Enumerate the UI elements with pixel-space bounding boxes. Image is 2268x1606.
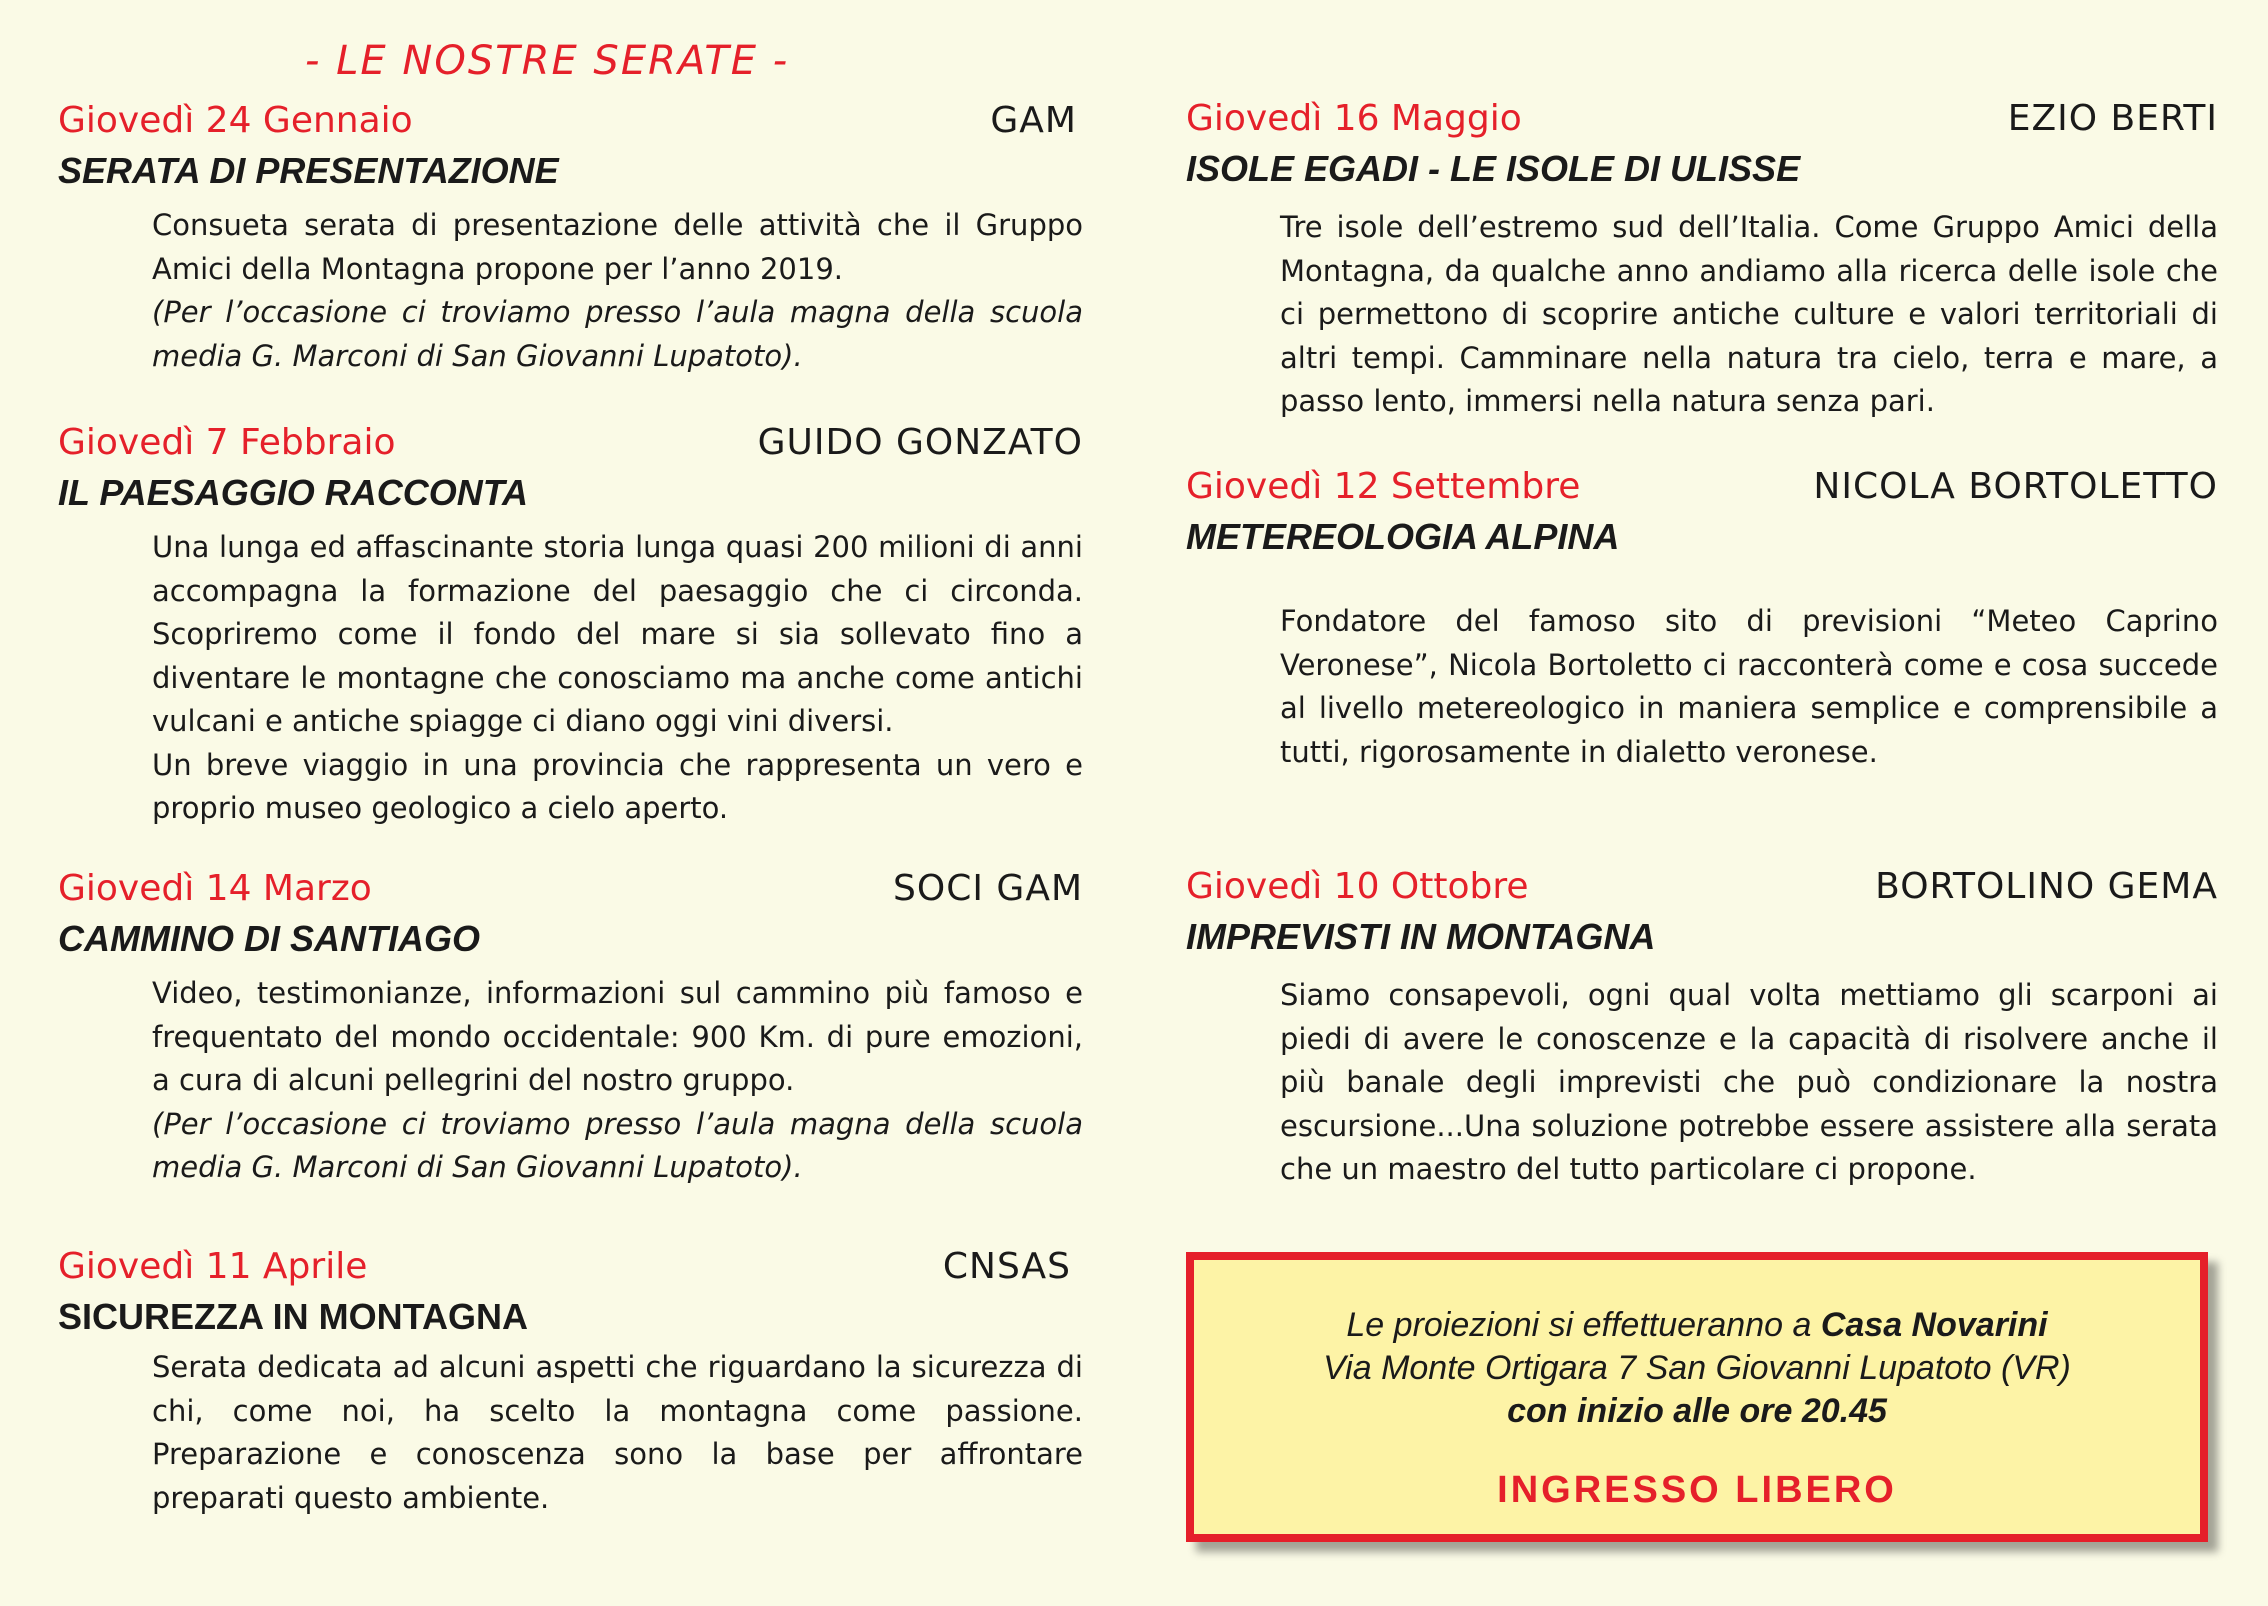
event-febbraio [58, 422, 1083, 831]
event-settembre [1186, 466, 2218, 774]
event-maggio [1186, 98, 2218, 424]
free-entry-label: INGRESSO LIBERO [1497, 1469, 1897, 1511]
event-aprile [58, 1246, 1083, 1520]
event-description-text: Fondatore del famoso sito di previsioni “Meteo Caprino Veronese”, Nicola Bortoletto ci racconterà come e cosa succede al livello metereologico in maniera semplice e comprensibile a tutti, rigorosamente in dialetto veronese. [1280, 604, 2218, 769]
event-note: (Per l’occasione ci troviamo presso l’aula magna della scuola media G. Marconi di San Giovanni Lupatoto). [152, 1106, 1083, 1184]
event-description-text: Siamo consapevoli, ogni qual volta mettiamo gli scarponi ai piedi di avere le conoscenze e la capacità di risolvere anche il più banale degli imprevisti che può condizionare la nostra escursione...Una soluzione potrebbe essere assistere alla serata che un maestro del tutto particolare ci propone. [1280, 978, 2218, 1186]
venue-name: Casa Novarini [1820, 1306, 2048, 1344]
event-speaker: SOCI GAM [893, 868, 1083, 909]
event-speaker: EZIO BERTI [2007, 98, 2218, 139]
event-header [58, 868, 1083, 918]
event-date: Giovedì 16 Maggio [1186, 98, 1522, 139]
event-date: Giovedì 10 Ottobre [1186, 866, 1529, 907]
event-speaker: BORTOLINO GEMA [1875, 866, 2218, 907]
event-description [1280, 206, 2218, 424]
event-title: SERATA DI PRESENTAZIONE [58, 150, 559, 191]
event-description [152, 972, 1083, 1190]
venue-prefix: Le proiezioni si effettueranno a [1346, 1306, 1821, 1344]
event-title: CAMMINO DI SANTIAGO [58, 918, 480, 959]
event-description-text: Una lunga ed affascinante storia lunga quasi 200 milioni di anni accompagna la formazione del paesaggio che ci circonda. Scopriremo come il fondo del mare si sia sollevato fino a diventare le montagne che conosciamo ma anche come antichi vulcani e antiche spiagge ci diano oggi vini diversi. [152, 530, 1083, 738]
page-title: - LE NOSTRE SERATE - [305, 38, 790, 84]
event-header [58, 422, 1083, 472]
event-header [1186, 866, 2218, 916]
event-description [152, 526, 1083, 831]
venue-line [1194, 1304, 2200, 1347]
event-description [1280, 600, 2218, 774]
event-speaker: CNSAS [942, 1246, 1071, 1287]
event-title: SICUREZZA IN MONTAGNA [58, 1296, 528, 1337]
event-title: IMPREVISTI IN MONTAGNA [1186, 916, 1656, 957]
event-note: (Per l’occasione ci troviamo presso l’aula magna della scuola media G. Marconi di San Giovanni Lupatoto). [152, 295, 1083, 373]
event-description [152, 204, 1083, 378]
venue-info-box [1186, 1252, 2208, 1542]
event-title: METEREOLOGIA ALPINA [1186, 516, 1620, 557]
event-date: Giovedì 7 Febbraio [58, 422, 396, 463]
start-time: con inizio alle ore 20.45 [1507, 1392, 1887, 1430]
event-description-text: Tre isole dell’estremo sud dell’Italia. Come Gruppo Amici della Montagna, da qualche anno andiamo alla ricerca delle isole che ci permettono di scoprire antiche culture e valori territoriali di altri tempi. Camminare nella natura tra cielo, terra e mare, a passo lento, immersi nella natura senza pari. [1280, 210, 2218, 418]
event-description-text: Video, testimonianze, informazioni sul cammino più famoso e frequentato del mondo occidentale: 900 Km. di pure emozioni, a cura di alcuni pellegrini del nostro gruppo. [152, 976, 1083, 1097]
event-header [58, 1246, 1083, 1296]
event-marzo [58, 868, 1083, 1190]
venue-address: Via Monte Ortigara 7 San Giovanni Lupatoto (VR) [1323, 1349, 2071, 1387]
event-header [58, 100, 1083, 150]
event-date: Giovedì 11 Aprile [58, 1246, 368, 1287]
event-header [1186, 466, 2218, 516]
event-title: ISOLE EGADI - LE ISOLE DI ULISSE [1186, 148, 1801, 189]
event-description-text-2: Un breve viaggio in una provincia che rappresenta un vero e proprio museo geologico a cielo aperto. [152, 747, 1083, 825]
event-speaker: NICOLA BORTOLETTO [1813, 466, 2218, 507]
event-date: Giovedì 12 Settembre [1186, 466, 1581, 507]
event-description [1280, 974, 2218, 1192]
event-speaker: GUIDO GONZATO [757, 422, 1083, 463]
event-description [152, 1346, 1083, 1520]
event-speaker: GAM [990, 100, 1077, 141]
event-date: Giovedì 24 Gennaio [58, 100, 413, 141]
event-ottobre [1186, 866, 2218, 1192]
event-title: IL PAESAGGIO RACCONTA [58, 472, 529, 513]
event-gennaio [58, 100, 1083, 378]
event-description-text: Serata dedicata ad alcuni aspetti che riguardano la sicurezza di chi, come noi, ha scelto la montagna come passione. Preparazione e conoscenza sono la base per affrontare preparati questo ambiente. [152, 1350, 1083, 1515]
event-description-text: Consueta serata di presentazione delle attività che il Gruppo Amici della Montagna propone per l’anno 2019. [152, 208, 1083, 286]
event-header [1186, 98, 2218, 148]
event-date: Giovedì 14 Marzo [58, 868, 372, 909]
